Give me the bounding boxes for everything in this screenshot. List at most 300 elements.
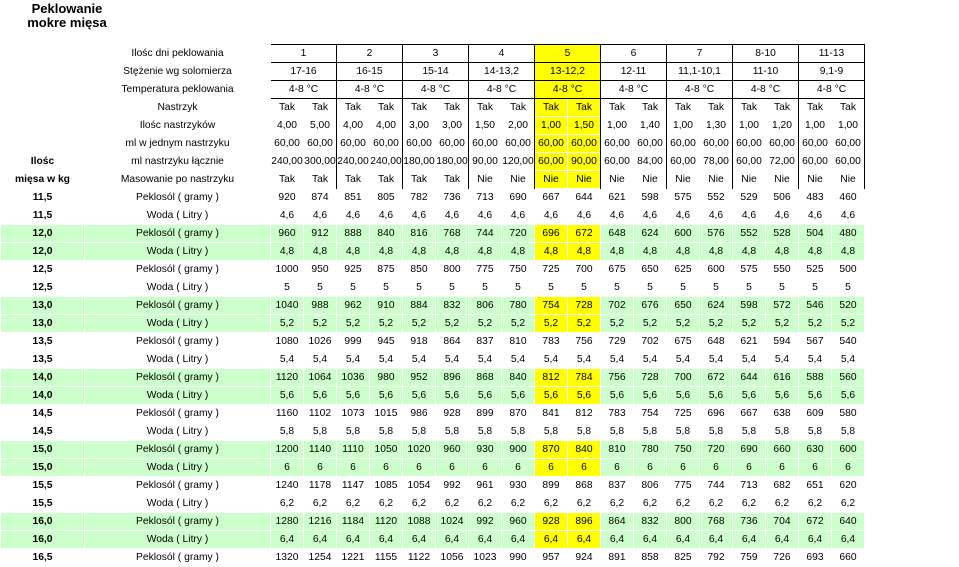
- table-cell: 624: [634, 225, 667, 243]
- table-cell: 930: [509, 479, 527, 491]
- table-cell: 5,6: [667, 387, 700, 405]
- table-cell: 5,2: [403, 315, 436, 333]
- table-cell: 5: [515, 281, 521, 293]
- table-cell: 850: [410, 263, 428, 275]
- table-cell: 621: [740, 335, 758, 347]
- table-cell: Tak: [502, 99, 535, 117]
- row-label: Woda ( Litry ): [146, 209, 209, 221]
- table-cell: Tak: [370, 171, 403, 189]
- table-cell: Nie: [733, 171, 766, 189]
- table-cell: 6,4: [304, 531, 337, 549]
- table-cell: 4,6: [576, 209, 592, 221]
- table-row: [1, 189, 865, 207]
- table-cell: 60,00: [634, 135, 667, 153]
- table-cell: 6,4: [535, 531, 568, 549]
- table-cell: 6,2: [642, 497, 658, 509]
- table-cell: 5,8: [477, 425, 493, 437]
- table-cell: 4,6: [741, 209, 757, 221]
- table-cell: 675: [674, 335, 692, 347]
- table-cell: 6,4: [337, 531, 370, 549]
- table-cell: 870: [535, 441, 568, 459]
- table-cell: 6: [436, 459, 469, 477]
- table-cell: 5,8: [807, 425, 823, 437]
- table-cell: Tak: [337, 99, 370, 117]
- table-cell: 5,8: [411, 425, 427, 437]
- table-cell: Nie: [634, 171, 667, 189]
- row-label: ml w jednym nastrzyku: [125, 137, 230, 149]
- table-cell: 952: [403, 369, 436, 387]
- table-cell: 5,2: [634, 315, 667, 333]
- table-cell: 754: [641, 407, 659, 419]
- table-cell: 840: [370, 225, 403, 243]
- table-cell: 775: [674, 479, 692, 491]
- table-cell: 6: [502, 459, 535, 477]
- header-cell: 12-11: [601, 63, 667, 81]
- table-cell: Tak: [832, 99, 865, 117]
- header-cell: 4-8 °C: [469, 81, 535, 99]
- table-cell: 6: [766, 459, 799, 477]
- table-cell: 750: [509, 263, 527, 275]
- table-cell: 4,00: [370, 117, 403, 135]
- table-cell: 5,8: [840, 425, 856, 437]
- table-cell: 810: [509, 335, 527, 347]
- table-cell: 806: [469, 297, 502, 315]
- table-cell: 6: [271, 459, 304, 477]
- table-cell: 572: [766, 297, 799, 315]
- table-cell: 912: [304, 225, 337, 243]
- table-cell: 990: [509, 551, 527, 563]
- row-label: Woda ( Litry ): [85, 387, 271, 405]
- table-cell: 980: [370, 369, 403, 387]
- table-cell: 864: [601, 513, 634, 531]
- kg-cell: 16,5: [32, 551, 53, 563]
- table-cell: 851: [344, 191, 362, 203]
- table-cell: 4,8: [601, 243, 634, 261]
- table-row: [1, 549, 865, 567]
- table-cell: 840: [568, 441, 601, 459]
- table-cell: 240,00: [337, 153, 370, 171]
- table-cell: 5,6: [832, 387, 865, 405]
- table-cell: 60,00: [370, 135, 403, 153]
- table-cell: 1122: [407, 551, 431, 563]
- row-label: Woda ( Litry ): [85, 315, 271, 333]
- kg-cell: 13,0: [1, 297, 85, 315]
- table-cell: 60,00: [832, 153, 865, 171]
- table-cell: 6: [700, 459, 733, 477]
- table-cell: 90,00: [469, 153, 502, 171]
- table-cell: 806: [641, 479, 659, 491]
- table-cell: 1040: [271, 297, 304, 315]
- table-cell: Nie: [766, 171, 799, 189]
- table-cell: 550: [773, 263, 791, 275]
- table-cell: Tak: [403, 171, 436, 189]
- table-cell: 832: [436, 297, 469, 315]
- sheet-title: Peklowanie mokre mięsa: [27, 1, 107, 30]
- table-cell: 5,4: [477, 353, 493, 365]
- table-cell: 5,4: [609, 353, 625, 365]
- table-cell: 1,30: [700, 117, 733, 135]
- table-cell: 60,00: [469, 135, 502, 153]
- table-cell: 6,2: [477, 497, 493, 509]
- table-cell: 5,00: [304, 117, 337, 135]
- table-cell: 1160: [275, 407, 299, 419]
- table-cell: 6,4: [832, 531, 865, 549]
- table-cell: 840: [502, 369, 535, 387]
- table-cell: 5,8: [378, 425, 394, 437]
- table-cell: 5,6: [799, 387, 832, 405]
- table-cell: 5,6: [568, 387, 601, 405]
- table-cell: 620: [839, 479, 857, 491]
- table-cell: Tak: [304, 171, 337, 189]
- table-cell: 1026: [308, 335, 332, 347]
- table-cell: 5,4: [444, 353, 460, 365]
- table-cell: 744: [707, 479, 725, 491]
- table-cell: 720: [700, 441, 733, 459]
- table-cell: 5,4: [708, 353, 724, 365]
- table-cell: 6,2: [411, 497, 427, 509]
- table-cell: 4,6: [609, 209, 625, 221]
- table-cell: 5: [746, 281, 752, 293]
- table-cell: 580: [839, 407, 857, 419]
- row-label: Woda ( Litry ): [146, 425, 209, 437]
- header-cell: 4-8 °C: [733, 81, 799, 99]
- table-cell: 5,2: [436, 315, 469, 333]
- kg-cell: 16,0: [1, 531, 85, 549]
- detail-row: [1, 135, 865, 153]
- table-cell: 598: [641, 191, 659, 203]
- table-cell: 775: [476, 263, 494, 275]
- row-label: Peklosól ( gramy ): [136, 191, 219, 203]
- table-cell: 696: [707, 407, 725, 419]
- table-cell: 6,2: [345, 497, 361, 509]
- kg-cell: 11,5: [32, 209, 53, 221]
- table-cell: 810: [601, 441, 634, 459]
- table-cell: 1102: [308, 407, 332, 419]
- table-cell: 5,6: [370, 387, 403, 405]
- table-cell: 598: [733, 297, 766, 315]
- table-cell: 3,00: [403, 117, 436, 135]
- table-cell: 920: [278, 191, 296, 203]
- table-cell: 1110: [337, 441, 370, 459]
- table-cell: 6,4: [436, 531, 469, 549]
- table-cell: 5: [680, 281, 686, 293]
- table-cell: 896: [436, 369, 469, 387]
- table-cell: Tak: [799, 99, 832, 117]
- table-cell: Tak: [370, 99, 403, 117]
- table-cell: 6: [370, 459, 403, 477]
- table-cell: 1054: [407, 479, 431, 491]
- row-label: Nastrzyk: [157, 101, 198, 113]
- header-cell: 4-8 °C: [337, 81, 403, 99]
- table-cell: 870: [509, 407, 527, 419]
- table-cell: 5,4: [576, 353, 592, 365]
- table-cell: 621: [608, 191, 626, 203]
- table-cell: 5,4: [675, 353, 691, 365]
- table-cell: 780: [502, 297, 535, 315]
- table-cell: 925: [344, 263, 362, 275]
- table-cell: 5: [284, 281, 290, 293]
- kg-cell: 15,0: [1, 459, 85, 477]
- table-cell: 5,8: [741, 425, 757, 437]
- table-cell: 6,4: [370, 531, 403, 549]
- table-cell: 4,8: [634, 243, 667, 261]
- table-cell: 5,2: [535, 315, 568, 333]
- table-cell: 1080: [275, 335, 299, 347]
- table-cell: 6,2: [807, 497, 823, 509]
- table-cell: 704: [766, 513, 799, 531]
- table-cell: 1221: [341, 551, 365, 563]
- table-cell: 60,00: [733, 135, 766, 153]
- table-cell: 928: [535, 513, 568, 531]
- table-cell: 891: [608, 551, 626, 563]
- table-cell: 5,2: [337, 315, 370, 333]
- table-cell: 5,2: [502, 315, 535, 333]
- table-cell: 696: [535, 225, 568, 243]
- table-cell: 6: [667, 459, 700, 477]
- table-cell: 504: [799, 225, 832, 243]
- table-cell: 945: [377, 335, 395, 347]
- table-cell: 988: [304, 297, 337, 315]
- table-cell: 5,6: [304, 387, 337, 405]
- table-cell: 5,8: [312, 425, 328, 437]
- table-cell: 4,8: [700, 243, 733, 261]
- table-cell: 1,40: [634, 117, 667, 135]
- table-cell: 1,00: [535, 117, 568, 135]
- table-cell: Tak: [271, 99, 304, 117]
- table-cell: 5,6: [535, 387, 568, 405]
- table-cell: 528: [766, 225, 799, 243]
- table-cell: 588: [799, 369, 832, 387]
- table-cell: Tak: [601, 99, 634, 117]
- table-cell: 5: [581, 281, 587, 293]
- table-cell: 4,6: [840, 209, 856, 221]
- table-cell: 992: [443, 479, 461, 491]
- table-cell: 4,8: [832, 243, 865, 261]
- table-cell: 784: [568, 369, 601, 387]
- table-cell: 728: [568, 297, 601, 315]
- detail-row: [1, 99, 865, 117]
- table-cell: 5,4: [741, 353, 757, 365]
- table-cell: 6: [634, 459, 667, 477]
- table-cell: Tak: [568, 99, 601, 117]
- table-cell: 5,6: [634, 387, 667, 405]
- header-cell: 4-8 °C: [799, 81, 865, 99]
- table-cell: 812: [535, 369, 568, 387]
- table-cell: 4,00: [337, 117, 370, 135]
- table-cell: 5,8: [279, 425, 295, 437]
- kg-cell: 11,5: [32, 191, 53, 203]
- curing-table: [0, 44, 865, 567]
- table-cell: 5,2: [799, 315, 832, 333]
- table-cell: 6,4: [502, 531, 535, 549]
- table-cell: 1064: [304, 369, 337, 387]
- header-cell: 15-14: [403, 63, 469, 81]
- table-cell: Tak: [337, 171, 370, 189]
- table-cell: 552: [733, 225, 766, 243]
- table-cell: 759: [740, 551, 758, 563]
- table-cell: 960: [271, 225, 304, 243]
- header-cell: 4-8 °C: [601, 81, 667, 99]
- table-cell: 4,8: [667, 243, 700, 261]
- table-cell: 5,6: [766, 387, 799, 405]
- table-cell: 5: [647, 281, 653, 293]
- table-cell: 600: [667, 225, 700, 243]
- table-cell: 6: [304, 459, 337, 477]
- table-cell: 5,8: [345, 425, 361, 437]
- table-cell: 60,00: [502, 135, 535, 153]
- table-cell: 60,00: [337, 135, 370, 153]
- table-cell: 6,4: [766, 531, 799, 549]
- table-cell: 792: [707, 551, 725, 563]
- row-label: Peklosól ( gramy ): [85, 441, 271, 459]
- table-cell: 648: [707, 335, 725, 347]
- side-cell: [1, 99, 85, 117]
- table-cell: 60,00: [568, 135, 601, 153]
- table-cell: 1120: [271, 369, 304, 387]
- header-cell: 11-13: [799, 45, 865, 63]
- table-cell: 5,6: [271, 387, 304, 405]
- table-cell: 1320: [275, 551, 299, 563]
- table-cell: Nie: [568, 171, 601, 189]
- table-cell: 638: [773, 407, 791, 419]
- table-cell: 5,4: [279, 353, 295, 365]
- table-cell: 999: [344, 335, 362, 347]
- table-row: [1, 423, 865, 441]
- table-cell: 667: [542, 191, 560, 203]
- table-cell: Nie: [832, 171, 865, 189]
- table-cell: 180,00: [436, 153, 469, 171]
- table-cell: 1020: [403, 441, 436, 459]
- table-cell: 5,8: [675, 425, 691, 437]
- table-cell: 700: [667, 369, 700, 387]
- row-label: Peklosól ( gramy ): [136, 335, 219, 347]
- table-cell: 6,4: [601, 531, 634, 549]
- table-cell: 6,2: [708, 497, 724, 509]
- table-cell: 986: [410, 407, 428, 419]
- table-cell: 725: [674, 407, 692, 419]
- table-cell: 682: [773, 479, 791, 491]
- table-cell: 6: [832, 459, 865, 477]
- table-cell: 6,4: [403, 531, 436, 549]
- side-label-ilosc: Ilośc: [30, 155, 55, 167]
- table-cell: 750: [667, 441, 700, 459]
- table-cell: 900: [502, 441, 535, 459]
- table-cell: 957: [542, 551, 560, 563]
- row-label: Peklosól ( gramy ): [136, 479, 219, 491]
- table-cell: 525: [806, 263, 824, 275]
- table-cell: 729: [608, 335, 626, 347]
- table-cell: Nie: [469, 171, 502, 189]
- table-cell: 1088: [403, 513, 436, 531]
- table-cell: 4,6: [807, 209, 823, 221]
- header-cell: 4-8 °C: [271, 81, 337, 99]
- table-cell: 756: [601, 369, 634, 387]
- table-cell: 800: [443, 263, 461, 275]
- header-row: [1, 63, 865, 81]
- table-cell: 4,8: [469, 243, 502, 261]
- header-cell: 13-12,2: [535, 63, 601, 81]
- table-cell: 529: [740, 191, 758, 203]
- table-cell: 60,00: [667, 135, 700, 153]
- table-cell: 240,00: [271, 153, 304, 171]
- table-cell: 805: [377, 191, 395, 203]
- table-cell: 768: [700, 513, 733, 531]
- kg-cell: 12,5: [32, 281, 53, 293]
- table-cell: 480: [832, 225, 865, 243]
- table-cell: 4,6: [774, 209, 790, 221]
- table-cell: 1000: [275, 263, 299, 275]
- table-cell: 520: [832, 297, 865, 315]
- header-cell: 4-8 °C: [403, 81, 469, 99]
- table-cell: 6,2: [444, 497, 460, 509]
- table-cell: 4,8: [403, 243, 436, 261]
- table-cell: 4,8: [271, 243, 304, 261]
- table-cell: Nie: [535, 171, 568, 189]
- table-cell: 180,00: [403, 153, 436, 171]
- table-cell: 5,6: [601, 387, 634, 405]
- table-cell: 4,6: [510, 209, 526, 221]
- table-cell: 6,2: [741, 497, 757, 509]
- kg-cell: 13,5: [32, 353, 53, 365]
- table-row: [1, 513, 865, 531]
- table-cell: 5,2: [700, 315, 733, 333]
- table-cell: Tak: [403, 99, 436, 117]
- table-cell: 6: [403, 459, 436, 477]
- header-cell: 2: [337, 45, 403, 63]
- table-cell: 60,00: [700, 135, 733, 153]
- table-cell: 726: [773, 551, 791, 563]
- table-row: [1, 279, 865, 297]
- table-cell: 4,8: [799, 243, 832, 261]
- table-cell: 5,6: [337, 387, 370, 405]
- table-cell: 240,00: [370, 153, 403, 171]
- table-cell: 644: [575, 191, 593, 203]
- kg-cell: 14,5: [32, 407, 53, 419]
- side-cell: [1, 45, 85, 63]
- table-cell: 60,00: [436, 135, 469, 153]
- header-cell: 5: [535, 45, 601, 63]
- table-cell: 5: [449, 281, 455, 293]
- table-cell: 60,00: [667, 153, 700, 171]
- table-cell: 60,00: [601, 153, 634, 171]
- table-cell: 725: [542, 263, 560, 275]
- table-cell: 6: [337, 459, 370, 477]
- table-cell: 5,8: [444, 425, 460, 437]
- header-cell: 14-13,2: [469, 63, 535, 81]
- table-cell: 783: [608, 407, 626, 419]
- table-cell: 868: [575, 479, 593, 491]
- table-cell: 744: [469, 225, 502, 243]
- table-cell: Tak: [667, 99, 700, 117]
- table-cell: 1240: [275, 479, 299, 491]
- table-cell: 6,4: [799, 531, 832, 549]
- side-label-miesa: mięsa w kg: [15, 173, 70, 185]
- header-cell: 6: [601, 45, 667, 63]
- table-cell: 660: [766, 441, 799, 459]
- table-cell: 5: [416, 281, 422, 293]
- table-cell: 2,00: [502, 117, 535, 135]
- table-cell: 5,8: [774, 425, 790, 437]
- header-row: [1, 45, 865, 63]
- table-cell: 5,2: [568, 315, 601, 333]
- table-cell: 783: [542, 335, 560, 347]
- table-cell: 875: [377, 263, 395, 275]
- detail-row: [1, 171, 865, 189]
- table-cell: 1,20: [766, 117, 799, 135]
- table-cell: 1178: [308, 479, 332, 491]
- table-cell: 660: [839, 551, 857, 563]
- table-row: [1, 207, 865, 225]
